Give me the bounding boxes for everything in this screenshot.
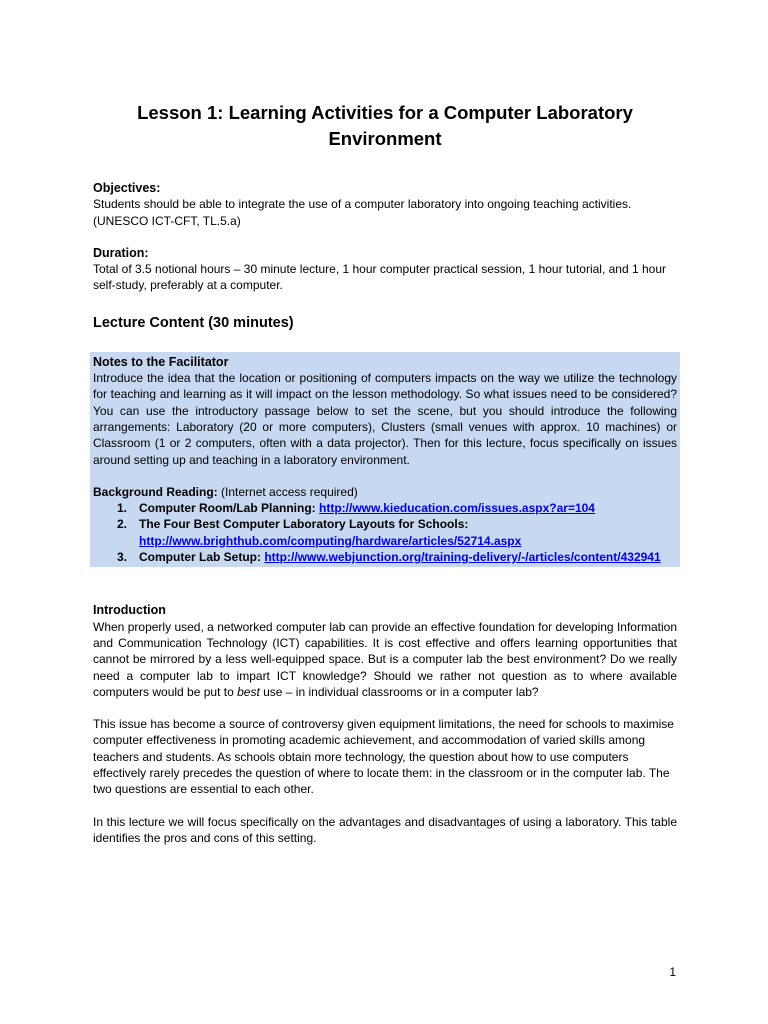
introduction-section [93, 602, 677, 846]
page-number: 1 [669, 965, 676, 979]
facilitator-notes-box [90, 352, 680, 568]
document-page [93, 100, 677, 846]
intro-p1-emphasis: best [237, 684, 260, 699]
notes-title: Notes to the Facilitator [93, 354, 229, 369]
objectives-label: Objectives: [93, 181, 161, 195]
reading-item-1 [93, 500, 677, 516]
objectives-text: Students should be able to integrate the use of a computer laboratory into ongoing teaching activities. (UNESCO ICT-CFT, TL.5.a) [93, 197, 632, 228]
intro-p1-text-b: use – in individual classrooms or in a computer lab? [259, 684, 539, 699]
duration-label: Duration: [93, 245, 149, 260]
intro-p1-text-a: When properly used, a networked computer lab can provide an effective foundation for developing Information and Communication Technology (ICT) capabilities. It is cost effective and offers learning opportunities that cannot be mirrored by a less well-equipped space. But is a computer lab the best environment? Do we really need a computer lab to impart ICT knowledge? Should we rather not question as to where available computers would be put to [93, 619, 677, 699]
reading-label: Computer Room/Lab Planning: [139, 501, 319, 516]
reading-label: Computer Lab Setup: [139, 550, 265, 565]
page-title: Lesson 1: Learning Activities for a Computer Laboratory Environment [137, 102, 633, 149]
background-reading-label: Background Reading: [93, 484, 218, 499]
background-reading-note: (Internet access required) [217, 484, 358, 499]
duration-section [93, 245, 677, 294]
reading-item-3 [93, 549, 677, 565]
objectives-section [93, 180, 677, 229]
introduction-heading: Introduction [93, 603, 166, 618]
introduction-paragraph-1 [93, 619, 677, 700]
reading-list [93, 500, 677, 565]
lecture-content-heading: Lecture Content (30 minutes) [93, 314, 294, 331]
duration-text: Total of 3.5 notional hours – 30 minute lecture, 1 hour computer practical session, 1 hour tutorial, and 1 hour self-study, preferably at a computer. [93, 262, 666, 293]
reading-number: 3. [117, 550, 128, 565]
introduction-paragraph-2: This issue has become a source of controversy given equipment limitations, the need for schools to maximise computer effectiveness in promoting academic achievement, and accommodation of varied skills among teachers and students. As schools obtain more technology, the question about how to use computers effectively rarely precedes the question of where to locate them: in the classroom or in the computer lab. The two questions are essential to each other. [93, 717, 674, 797]
background-reading-line [93, 484, 677, 500]
reading-link-brighthub[interactable]: http://www.brighthub.com/computing/hardware/articles/52714.aspx [139, 533, 522, 548]
reading-link-webjunction[interactable]: http://www.webjunction.org/training-delivery/-/articles/content/432941 [264, 550, 661, 565]
notes-text: Introduce the idea that the location or positioning of computers impacts on the way we utilize the technology for teaching and learning as it will impact on the lesson methodology. So what issues need to be considered? You can use the introductory passage below to set the scene, but you should introduce the following arrangements: Laboratory (20 or more computers), Clusters (small venues with approx. 10 machines) or Classroom (1 or 2 computers, often with a data projector). Then for this lecture, focus specifically on issues around setting up and teaching in a laboratory environment. [93, 371, 677, 467]
reading-number: 2. [117, 517, 128, 532]
reading-item-2 [93, 516, 677, 549]
introduction-paragraph-3: In this lecture we will focus specifically on the advantages and disadvantages of using a laboratory. This table identifies the pros and cons of this setting. [93, 814, 677, 845]
reading-label: The Four Best Computer Laboratory Layouts for Schools: [139, 517, 469, 532]
reading-number: 1. [117, 501, 128, 516]
reading-link-kieducation[interactable]: http://www.kieducation.com/issues.aspx?ar=104 [319, 501, 595, 516]
